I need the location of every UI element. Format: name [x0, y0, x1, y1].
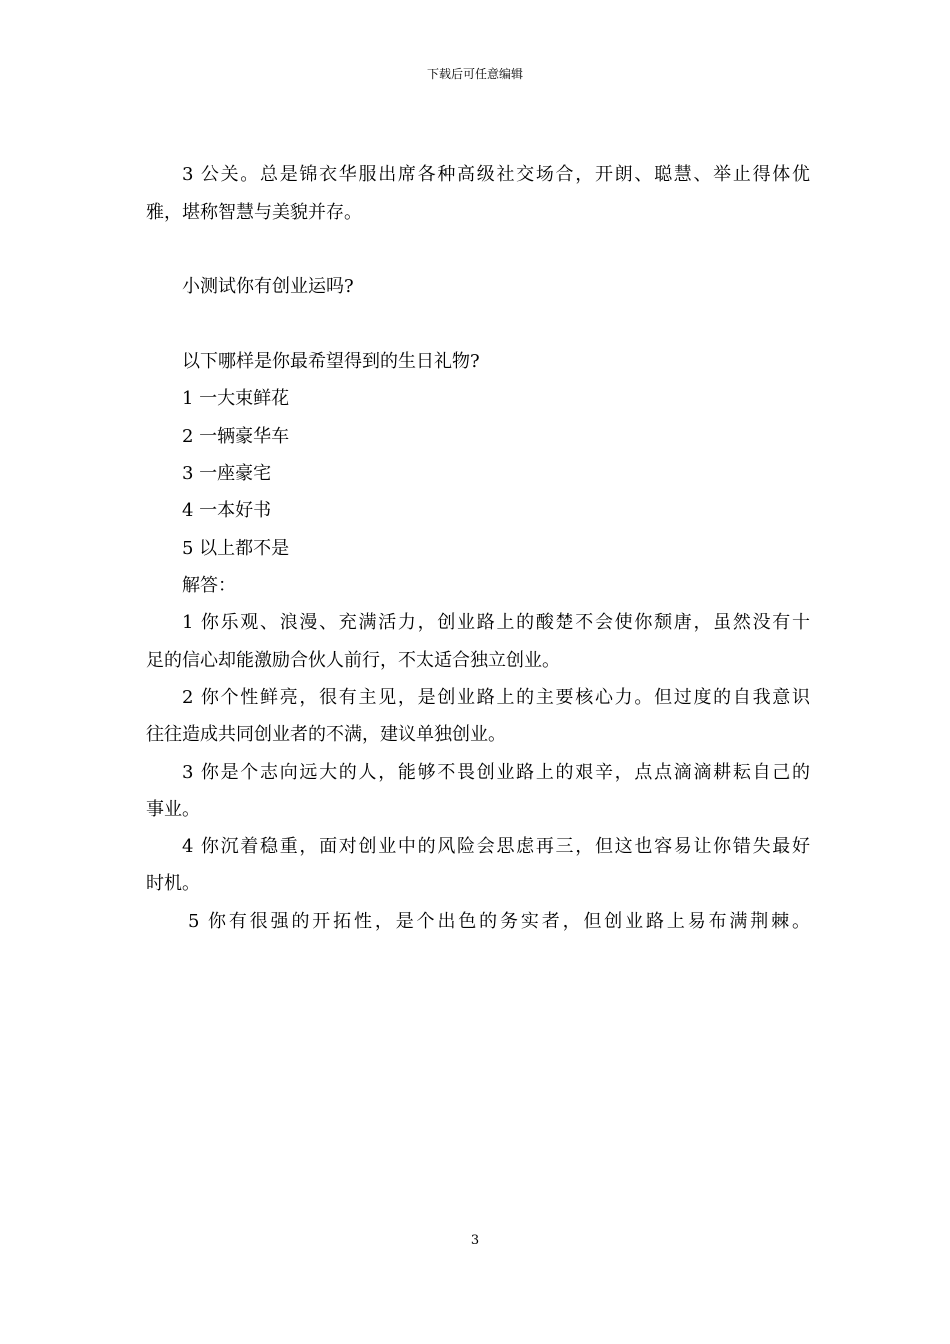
- answer-2-line-1: 2 你个性鲜亮，很有主见，是创业路上的主要核心力。但过度的自我意识: [182, 687, 810, 708]
- page-number: 3: [470, 1233, 480, 1248]
- answer-4-line-1: 4 你沉着稳重，面对创业中的风险会思虑再三，但这也容易让你错失最好: [182, 836, 810, 857]
- answer-3-line-1: 3 你是个志向远大的人，能够不畏创业路上的艰辛，点点滴滴耕耘自己的: [182, 762, 810, 783]
- quiz-question: 以下哪样是你最希望得到的生日礼物?: [182, 351, 480, 372]
- answer-label: 解答：: [182, 575, 236, 596]
- paragraph-public-relations-line-2: 雅，堪称智慧与美貌并存。: [146, 202, 362, 223]
- option-item-1: 1 一大束鲜花: [182, 388, 290, 409]
- answer-4-line-2: 时机。: [146, 873, 200, 894]
- answer-5-line-1: 5 你有很强的开拓性，是个出色的务实者，但创业路上易布满荆棘。: [188, 911, 810, 932]
- page-header: 下载后可任意编辑: [426, 67, 523, 81]
- answer-3-line-2: 事业。: [146, 799, 200, 820]
- answer-2-line-2: 往往造成共同创业者的不满，建议单独创业。: [146, 724, 506, 745]
- answer-1-line-1: 1 你乐观、浪漫、充满活力，创业路上的酸楚不会使你颓唐，虽然没有十: [182, 612, 810, 633]
- option-item-4: 4 一本好书: [182, 500, 272, 521]
- option-item-5: 5 以上都不是: [182, 538, 290, 559]
- quiz-title: 小测试你有创业运吗?: [182, 276, 354, 297]
- answer-1-line-2: 足的信心却能激励合伙人前行，不太适合独立创业。: [146, 650, 560, 671]
- option-item-3: 3 一座豪宅: [182, 463, 272, 484]
- option-item-2: 2 一辆豪华车: [182, 426, 290, 447]
- paragraph-public-relations-line-1: 3 公关。总是锦衣华服出席各种高级社交场合，开朗、聪慧、举止得体优: [182, 164, 810, 185]
